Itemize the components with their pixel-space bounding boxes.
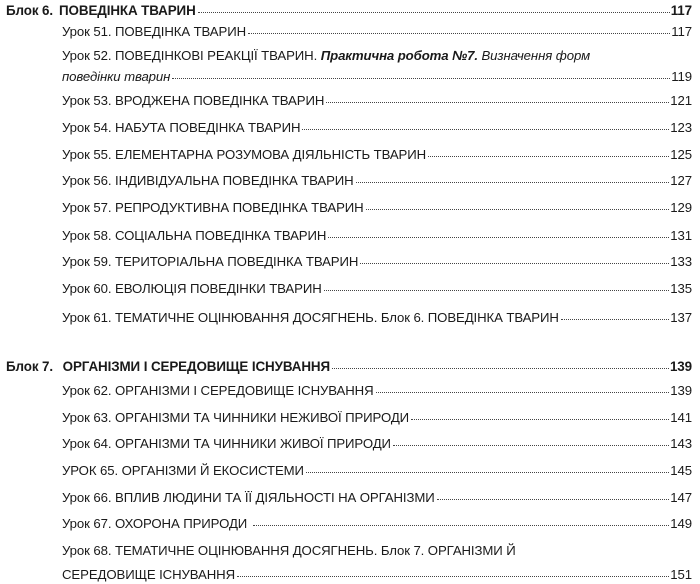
toc-lesson-59[interactable]	[62, 254, 692, 270]
toc-lesson-63[interactable]	[62, 410, 692, 426]
lesson-label: Урок 64.	[62, 436, 112, 451]
lesson-label: Урок 68.	[62, 543, 112, 558]
toc-lesson-66[interactable]	[62, 490, 692, 506]
lesson-label: Урок 54.	[62, 120, 112, 135]
dot-leader	[302, 119, 669, 130]
page-number: 127	[670, 173, 692, 188]
block-label: Блок 6.	[6, 3, 54, 18]
page-number: 151	[670, 567, 692, 582]
dot-leader	[198, 2, 670, 13]
lesson-label: УРОК 65.	[62, 463, 119, 478]
lesson-title-continued: СЕРЕДОВИЩЕ ІСНУВАННЯ	[62, 567, 236, 582]
dot-leader	[437, 489, 670, 500]
page-number: 129	[670, 200, 692, 215]
lesson-title: НАБУТА ПОВЕДІНКА ТВАРИН	[115, 120, 301, 135]
lesson-title: ОРГАНІЗМИ Й ЕКОСИСТЕМИ	[121, 463, 304, 478]
lesson-title: ОХОРОНА ПРИРОДИ	[115, 516, 248, 531]
lesson-title: ІНДИВІДУАЛЬНА ПОВЕДІНКА ТВАРИН	[115, 173, 354, 188]
page-number: 143	[670, 436, 692, 451]
page-number: 119	[671, 69, 692, 84]
page-number: 145	[670, 463, 692, 478]
page-number: 139	[670, 383, 692, 398]
lesson-title: ОРГАНІЗМИ І СЕРЕДОВИЩЕ ІСНУВАННЯ	[115, 383, 374, 398]
toc-lesson-55[interactable]	[62, 147, 692, 163]
lesson-title: ТЕМАТИЧНЕ ОЦІНЮВАННЯ ДОСЯГНЕНЬ. Блок 6. ПОВЕДІНКА ТВАРИН	[115, 310, 559, 325]
toc-lesson-67[interactable]	[62, 516, 692, 532]
lesson-label: Урок 57.	[62, 200, 112, 215]
block-title: ОРГАНІЗМИ І СЕРЕДОВИЩЕ ІСНУВАННЯ	[62, 359, 330, 374]
lesson-label: Урок 53.	[62, 93, 112, 108]
practical-work-title: Визначення форм	[481, 48, 591, 63]
page-number: 147	[670, 490, 692, 505]
lesson-title: ЕВОЛЮЦІЯ ПОВЕДІНКИ ТВАРИН	[115, 281, 322, 296]
toc-lesson-57[interactable]	[62, 200, 692, 216]
lesson-label: Урок 66.	[62, 490, 112, 505]
lesson-label: Урок 62.	[62, 383, 112, 398]
page-number: 131	[670, 228, 692, 243]
toc-lesson-60[interactable]	[62, 281, 692, 297]
lesson-label: Урок 61.	[62, 310, 112, 325]
lesson-label: Урок 56.	[62, 173, 112, 188]
dot-leader	[428, 146, 669, 157]
lesson-label: Урок 58.	[62, 228, 112, 243]
page-number: 139	[669, 359, 692, 374]
lesson-title: РЕПРОДУКТИВНА ПОВЕДІНКА ТВАРИН	[115, 200, 364, 215]
practical-work-label: Практична робота №7.	[320, 48, 478, 63]
dot-leader	[356, 172, 670, 183]
block-title: ПОВЕДІНКА ТВАРИН	[59, 3, 196, 18]
page-number: 141	[670, 410, 692, 425]
dot-leader	[248, 23, 670, 34]
lesson-title: ТЕРИТОРІАЛЬНА ПОВЕДІНКА ТВАРИН	[115, 254, 359, 269]
toc-lesson-62[interactable]	[62, 383, 692, 399]
toc-lesson-61[interactable]	[62, 310, 692, 326]
toc-lesson-56[interactable]	[62, 173, 692, 189]
practical-work-title-continued: поведінки тварин	[62, 69, 171, 84]
lesson-title: ЕЛЕМЕНТАРНА РОЗУМОВА ДІЯЛЬНІСТЬ ТВАРИН	[115, 147, 427, 162]
dot-leader	[324, 280, 670, 291]
page-number: 117	[670, 3, 692, 18]
toc-block-7[interactable]	[6, 359, 692, 375]
lesson-title: ТЕМАТИЧНЕ ОЦІНЮВАННЯ ДОСЯГНЕНЬ. Блок 7. ОРГАНІЗМИ Й	[115, 543, 516, 558]
dot-leader	[561, 309, 669, 320]
page-number: 123	[670, 120, 692, 135]
lesson-title: ПОВЕДІНКОВІ РЕАКЦІЇ ТВАРИН.	[115, 48, 318, 63]
toc-lesson-68-line1[interactable]	[62, 543, 692, 559]
lesson-title: ОРГАНІЗМИ ТА ЧИННИКИ ЖИВОЇ ПРИРОДИ	[115, 436, 391, 451]
toc-lesson-65[interactable]	[62, 463, 692, 479]
toc-lesson-58[interactable]	[62, 228, 692, 244]
dot-leader	[393, 435, 669, 446]
dot-leader	[328, 227, 669, 238]
dot-leader	[237, 566, 669, 577]
lesson-label: Урок 67.	[62, 516, 112, 531]
dot-leader	[306, 462, 669, 473]
toc-lesson-52-line2[interactable]	[62, 69, 692, 85]
lesson-label: Урок 63.	[62, 410, 112, 425]
dot-leader	[366, 199, 670, 210]
page-number: 149	[670, 516, 692, 531]
dot-leader	[332, 358, 669, 369]
page-number: 121	[670, 93, 692, 108]
toc-lesson-68-line2[interactable]	[62, 567, 692, 583]
toc-block-6[interactable]	[6, 3, 692, 19]
page-number: 125	[670, 147, 692, 162]
toc-lesson-52-line1[interactable]	[62, 48, 692, 64]
lesson-label: Урок 60.	[62, 281, 112, 296]
lesson-label: Урок 55.	[62, 147, 112, 162]
dot-leader	[326, 92, 669, 103]
lesson-title: ВРОДЖЕНА ПОВЕДІНКА ТВАРИН	[115, 93, 325, 108]
toc-lesson-64[interactable]	[62, 436, 692, 452]
lesson-title: СОЦІАЛЬНА ПОВЕДІНКА ТВАРИН	[115, 228, 327, 243]
lesson-label: Урок 59.	[62, 254, 112, 269]
toc-lesson-53[interactable]	[62, 93, 692, 109]
dot-leader	[411, 409, 669, 420]
lesson-label: Урок 52.	[62, 48, 112, 63]
block-label: Блок 7.	[6, 359, 54, 374]
lesson-label: Урок 51.	[62, 24, 112, 39]
dot-leader	[376, 382, 670, 393]
page-number: 135	[670, 281, 692, 296]
lesson-title: ПОВЕДІНКА ТВАРИН	[115, 24, 246, 39]
toc-lesson-51[interactable]	[62, 24, 692, 40]
dot-leader	[172, 68, 670, 79]
lesson-title: ВПЛИВ ЛЮДИНИ ТА ЇЇ ДІЯЛЬНОСТІ НА ОРГАНІЗМИ	[115, 490, 435, 505]
dot-leader	[253, 515, 670, 526]
lesson-title: ОРГАНІЗМИ ТА ЧИННИКИ НЕЖИВОЇ ПРИРОДИ	[115, 410, 410, 425]
dot-leader	[360, 253, 669, 264]
page-number: 137	[670, 310, 692, 325]
toc-lesson-54[interactable]	[62, 120, 692, 136]
page-number: 117	[671, 24, 692, 39]
page-number: 133	[670, 254, 692, 269]
